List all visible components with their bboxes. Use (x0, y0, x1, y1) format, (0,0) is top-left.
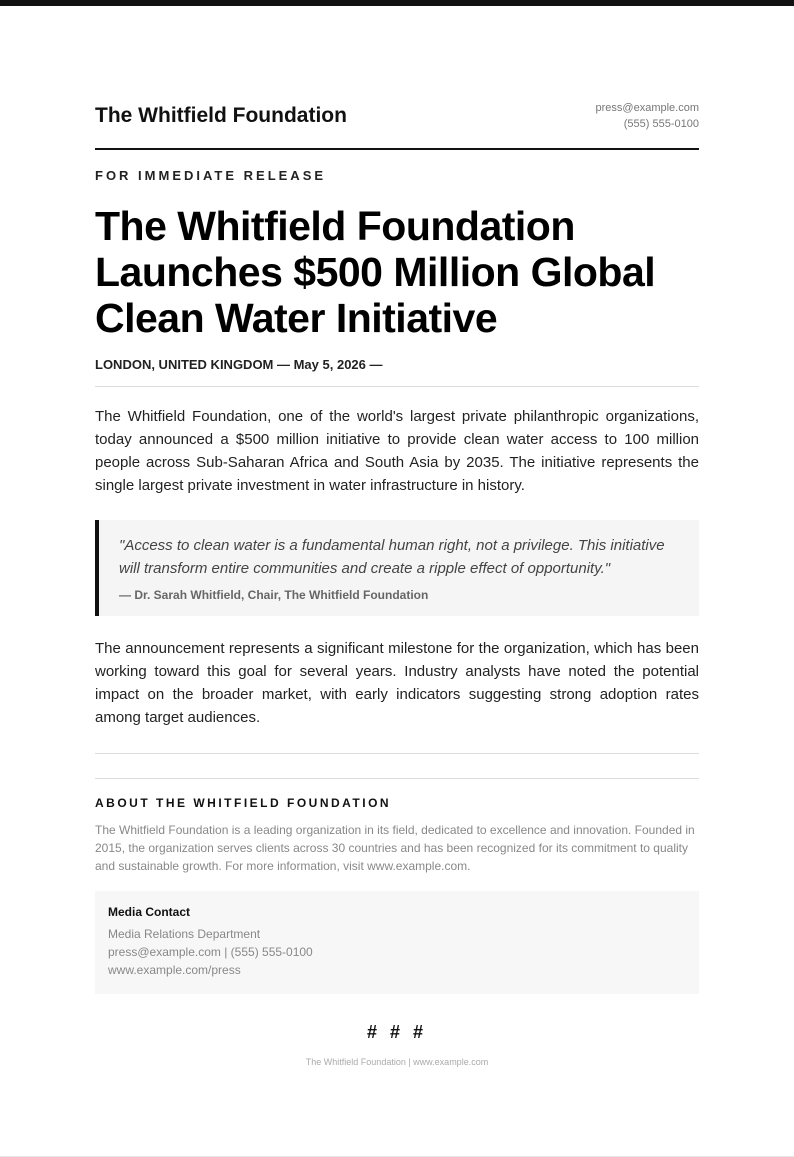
media-contact-department: Media Relations Department (108, 927, 261, 941)
media-contact-title: Media Contact (108, 905, 191, 919)
press-release-page (95, 100, 699, 1067)
media-contact-line: press@example.com | (555) 555-0100 (108, 945, 313, 959)
about-divider (95, 778, 699, 779)
section-divider (95, 753, 699, 754)
header-phone: (555) 555-0100 (623, 118, 699, 130)
about-heading: ABOUT THE WHITFIELD FOUNDATION (95, 796, 392, 810)
release-label: FOR IMMEDIATE RELEASE (95, 168, 327, 183)
media-contact-url[interactable]: www.example.com/press (108, 963, 241, 977)
dateline: LONDON, UNITED KINGDOM — May 5, 2026 — (95, 357, 699, 387)
quote-attribution: — Dr. Sarah Whitfield, Chair, The Whitfield Foundation (119, 588, 429, 602)
body-paragraph-1: The Whitfield Foundation, one of the world's largest private philanthropic organizations, today announced a $500 million initiative to provide clean water access to 100 million people across Sub-Saharan Africa and South Asia by 2035. The initiative represents the single largest private investment in water infrastructure in history. (95, 408, 699, 494)
headline: The Whitfield Foundation Launches $500 Million Global Clean Water Initiative (95, 203, 656, 341)
body-paragraph-2: The announcement represents a significant milestone for the organization, which has been working toward this goal for several years. Industry analysts have noted the potential impact on the broader market, with early indicators suggesting strong adoption rates among target audiences. (95, 640, 699, 726)
end-mark: # # # (366, 1022, 428, 1042)
header-contact (596, 100, 699, 132)
letterhead (95, 100, 699, 150)
about-text: The Whitfield Foundation is a leading organization in its field, dedicated to excellence and innovation. Founded in 2015, the organization serves clients across 30 countries and has been recognized for its commitment to quality and sustainable growth. For more information, visit www.example.com. (95, 823, 695, 873)
header-email[interactable]: press@example.com (595, 102, 699, 114)
media-contact-box (95, 891, 699, 994)
top-accent-bar (0, 0, 794, 6)
page-footer: The Whitfield Foundation | www.example.com (305, 1057, 489, 1067)
pull-quote (95, 520, 699, 616)
organization-name: The Whitfield Foundation (95, 104, 347, 127)
quote-text: "Access to clean water is a fundamental human right, not a privilege. This initiative will transform entire communities and create a ripple effect of opportunity." (119, 537, 665, 577)
